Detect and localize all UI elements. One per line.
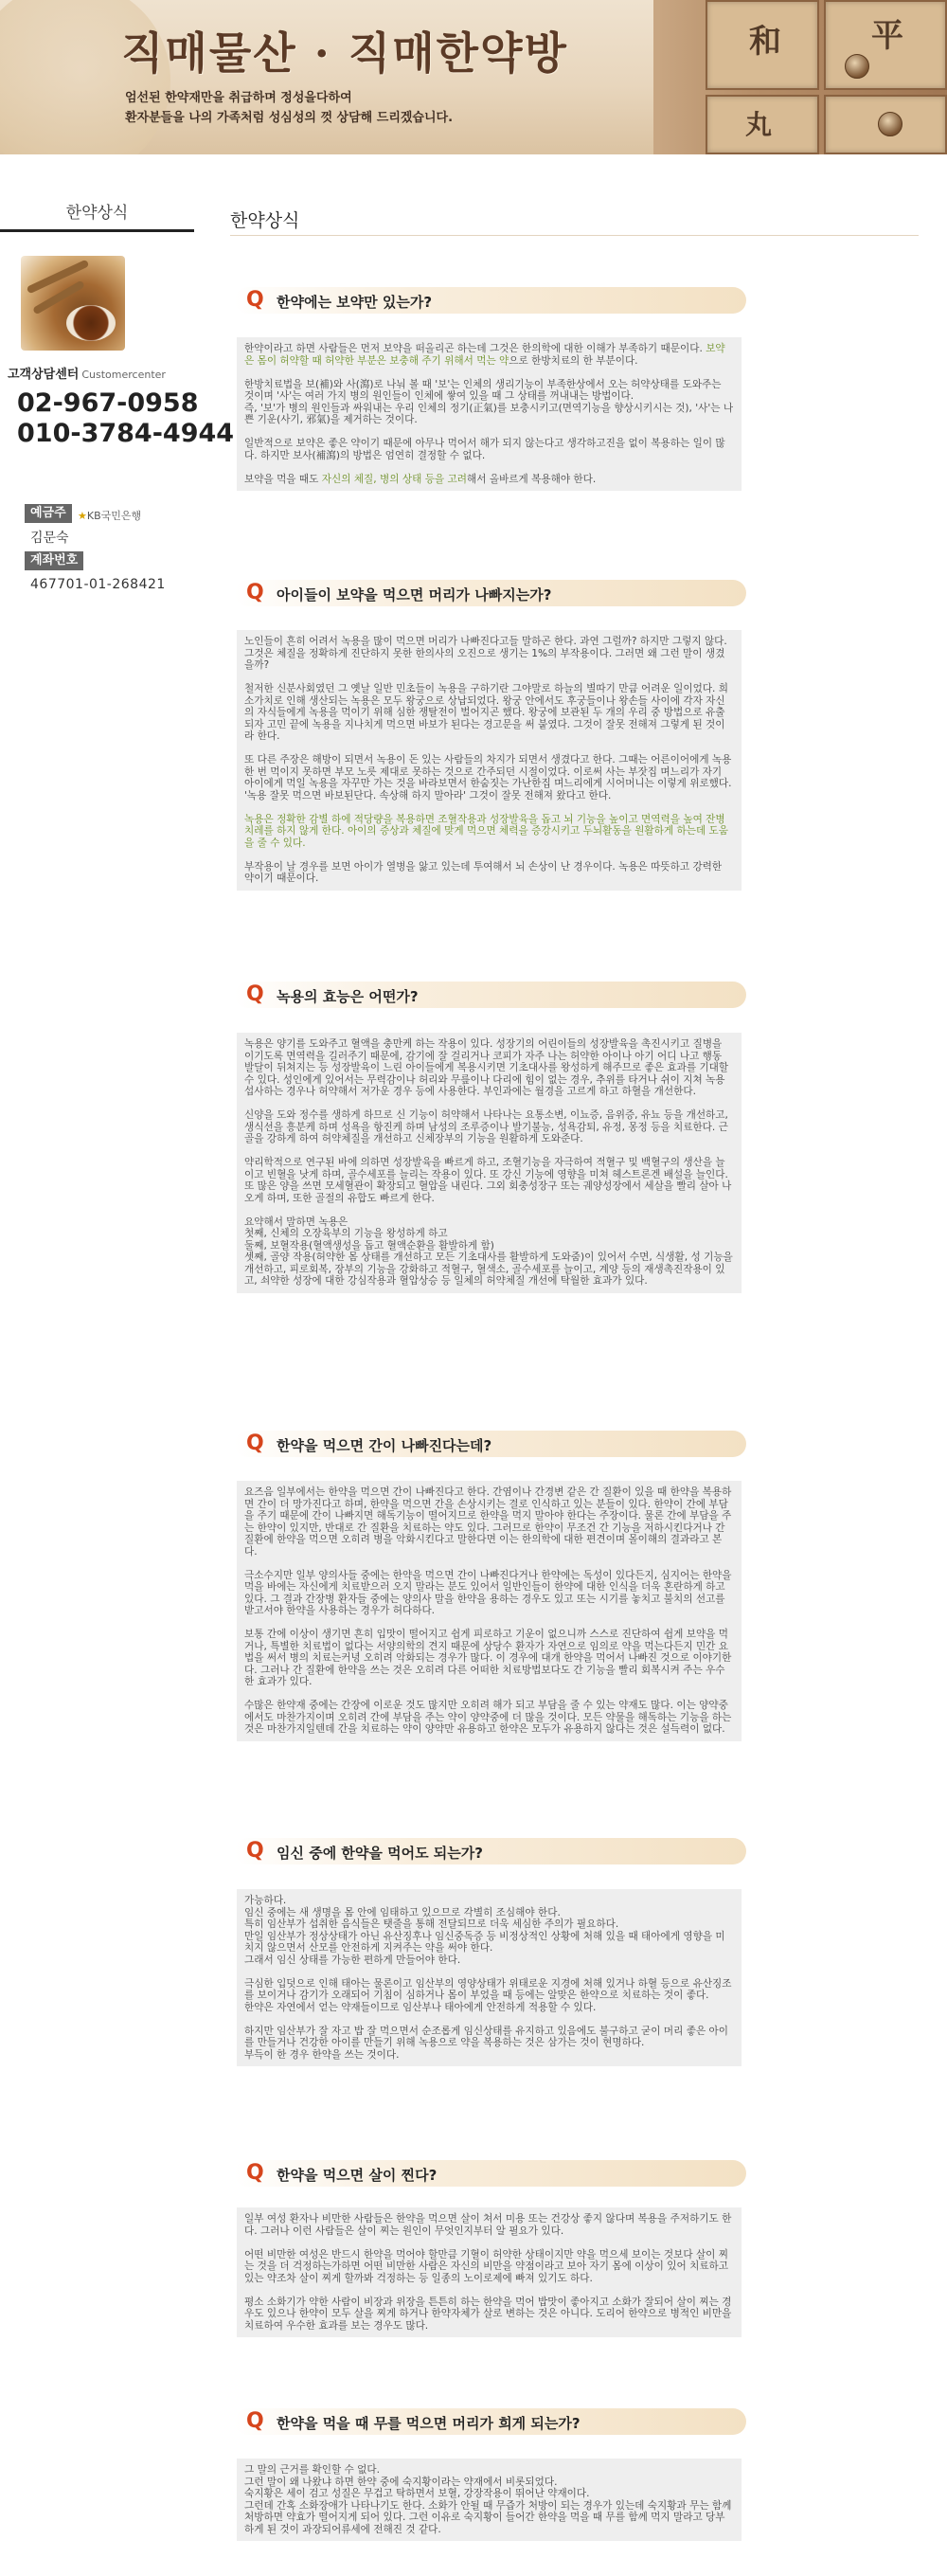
answer-paragraph-highlight: 녹용은 정확한 감별 하에 적당량을 복용하면 조혈작용과 성장발육을 돕고 뇌 기능을 높이고 면역력을 높여 잔병치레를 하지 않게 한다. 아이의 증상과 체질에 맞게 먹으면 체력을 증강시키고 두뇌활동을 원활하게 하는데 도움을 줄 수 있다. xyxy=(244,813,729,849)
answer-paragraph: 요즈음 일부에서는 한약을 먹으면 간이 나빠진다고 한다. 간염이나 간경변 같은 간 질환이 있을 때 한약을 복용하면 간이 더 망가진다고 하며, 한약을 먹으면 간을 손상시키는 결로 인식하고 있는 분들이 있다. 한약이 간에 부담을 주기 때문에 간이 나빠지면 해독기능이 떨어지므로 한약을 먹지 말아야 한다는 주장이다. 물론 간에 부담을 주는 한약이 있지만, 반대로 간 질환을 치료하는 약도 있다. 그러므로 한약이 무조건 간 기능을 저하시킨다거나 간 질환에 한약을 먹으면 오히려 병을 악화시킨다고 말한다면 이는 한의학에 대한 편견이며 몰이해의 결과라고 본다. xyxy=(244,1486,732,1558)
answer-paragraph: 일반적으로 보약은 좋은 약이기 때문에 아무나 먹어서 해가 되지 않는다고 생각하고진을 없이 복용하는 일이 많다. 하지만 보사(補瀉)의 방법은 엄연히 결정할 수 없다. xyxy=(244,438,725,461)
answer-paragraph: 한방치료법을 보(補)와 사(瀉)로 나눠 볼 때 '보'는 인체의 생리기능이 부족한상에서 오는 허약상태를 도와주는 것이며 '사'는 여러 가지 병의 원인들이 인체에 쌓여 있을 때 그 상태를 꺼내내는 방법이다. 즉, '보'가 병의 원인들과 싸워내는 우리 인체의 정기(正氣)를 보충시키고(면역기능을 향상시키시는 것), '사'는 나쁜 기운(사기, 邪氣)을 제거하는 것이다. xyxy=(244,378,734,425)
depositor-name: 김문숙 xyxy=(30,531,69,546)
sidebar-title[interactable]: 한약상식 xyxy=(65,204,129,223)
answer-paragraph: 평소 소화기가 약한 사람이 비장과 위장을 튼튼히 하는 한약을 먹어 밥맛이 좋아지고 소화가 잘되어 살이 찌는 경우도 있으나 한약이 모두 살을 찌게 하거나 한약자체가 살로 변하는 것은 아니다. 도리어 한약으로 병적인 비만을 치료하여 우수한 효과를 보는 경우도 많다. xyxy=(244,2296,732,2332)
question-text: 임신 중에 한약을 먹어도 되는가? xyxy=(277,1845,483,1862)
mobile-number: 010-3784-4944 xyxy=(17,419,235,448)
q-icon: Q xyxy=(246,1432,264,1455)
answer-paragraph: 요약해서 말하면 녹용은 첫째, 신체의 오장육부의 기능을 왕성하게 하고 둘째, 보혈작용(혈액생성을 돕고 혈액순환을 활발하게 함) 셋째, 골양 작용(허약한 몸 상태를 개선하고 모든 기초대사를 활발하게 도와줌)이 있어서 수면, 식생활, 성 기능을 개선하고, 피로회복, 장부의 기능을 강화하고 적혈구, 혈색소, 골수세포를 늘이고, 계양 등의 재생촉진작용이 있고, 쇠약한 성장에 대한 강심작용과 혈압상승 등 일체의 허약체질 개선에 탁월한 효과가 있다. xyxy=(244,1216,733,1287)
cabinet-drawer xyxy=(824,0,947,90)
answer-paragraph: 부작용이 날 경우를 보면 아이가 열병을 앓고 있는데 투여해서 뇌 손상이 난 경우이다. 녹용은 따뜻하고 강력한 약이기 때문이다. xyxy=(244,860,723,884)
question-bar xyxy=(235,2408,746,2435)
answer-paragraph: 녹용은 양기를 도와주고 혈액을 충만케 하는 작용이 있다. 성장기의 어린이들의 성장발육을 촉진시키고 질병을 이기도록 면역력을 길러주기 때문에, 감기에 잘 걸리거나 코피가 자주 나는 허약한 아이나 아기 어디 나고 행동 발달이 뒤쳐지는 등 성장발육이 느린 아이들에게 복용시키면 기초대사를 왕성하게 해주므로 좋은 효과를 기대할 수 있다. 성인에게 있어서는 무력감이나 허리와 무릎이나 다리에 힘이 없는 경우, 추위를 타거나 쉬이 지쳐 녹용 섭사하는 경우나 허약해서 저가운 경우 등에 사용한다. 부인과에는 월경을 고르게 하고 하혈을 개선한다. xyxy=(244,1038,729,1097)
phone-number: 02-967-0958 xyxy=(17,388,199,418)
question-text: 한약을 먹을 때 무를 먹으면 머리가 희게 되는가? xyxy=(277,2415,581,2432)
drawer-knob-icon xyxy=(878,112,902,136)
question-text: 한약을 먹으면 간이 나빠진다는데? xyxy=(277,1437,492,1454)
banner-subtitle: 환자분들을 나의 가족처럼 성심성의 껏 상담해 드리겠습니다. xyxy=(125,111,454,125)
cabinet-drawer xyxy=(706,95,819,154)
answer-box xyxy=(237,1889,742,2066)
answer-paragraph: 일부 여성 환자나 비만한 사람들은 한약을 먹으면 살이 쳐서 미용 또는 건강상 좋지 않다며 복용을 주저하기도 한다. 그러나 이런 사람들은 살이 찌는 원인이 무엇인지부터 알 필요가 있다. xyxy=(244,2213,732,2237)
bank-label xyxy=(78,508,141,523)
question-text: 한약에는 보약만 있는가? xyxy=(277,294,433,311)
question-text: 한약을 먹으면 살이 찐다? xyxy=(277,2167,438,2184)
question-bar xyxy=(235,982,746,1008)
account-tag: 계좌번호 xyxy=(25,551,83,570)
customer-center-en: Customercenter xyxy=(81,369,166,381)
answer-paragraph: 한약이라고 하면 사람들은 먼저 보약을 떠올리곤 하는데 그것은 한의학에 대한 이해가 부족하기 때문이다. 보약은 몸이 허약할 때 허약한 부분은 보충해 주기 위해서 먹는 약으로 한방치료의 한 부분이다. xyxy=(244,343,725,367)
q-icon: Q xyxy=(246,1839,264,1863)
answer-paragraph: 하지만 임산부가 잘 자고 밥 잘 먹으면서 순조롭게 임신상태를 유지하고 있음에도 불구하고 굳이 머리 좋은 아이를 만들거나 건강한 아이를 만들기 위해 녹용으로 약을 복용하는 것은 삼가는 것이 현명하다. 부득이 한 경우 한약을 쓰는 것이다. xyxy=(244,2025,729,2061)
question-text: 녹용의 효능은 어떤가? xyxy=(277,988,419,1005)
question-bar xyxy=(235,1838,746,1864)
customer-center-label xyxy=(8,364,166,382)
depositor-tag: 예금주 xyxy=(25,504,72,523)
answer-paragraph: 극소수지만 일부 양의사들 중에는 한약을 먹으면 간이 나빠진다거나 한약에는 독성이 있다든지, 심지어는 한약을 먹을 바에는 자신에게 치료받으러 오지 말라는 분도 있어서 일반인들이 한약에 대한 인식을 더욱 혼란하게 하고 있다. 그 결과 간장병 환자들 중에는 양의사 말을 한약을 용하는 경우도 있고 또는 시기를 놓치고 불치의 선고를 받고서야 한약을 사용하는 경우가 허다하다. xyxy=(244,1569,732,1616)
answer-paragraph: 보약을 먹을 때도 자신의 체질, 병의 상태 등을 고려해서 올바르게 복용해야 한다. xyxy=(244,473,597,485)
answer-paragraph: 노인들이 흔히 어려서 녹용을 많이 먹으면 머리가 나빠진다고들 말하곤 한다. 과연 그럴까? 하지만 그렇지 않다. 그것은 체질을 정확하게 진단하지 못한 한의사의 오진으로 생기는 1%의 부작용이다. 그러면 왜 그런 말이 생겼을까? xyxy=(244,636,727,671)
customer-center-ko: 고객상담센터 xyxy=(8,368,80,382)
q-icon: Q xyxy=(246,2161,264,2185)
answer-paragraph: 신양을 도와 정수를 생하게 하므로 신 기능이 허약해서 나타나는 요통소변, 이뇨증, 음위증, 유뇨 등을 개선하고, 생식선을 흥분케 하며 성욕을 항진케 하며 남성의 조루증이나 발기불능, 성욕감퇴, 유정, 몽정 등을 치료한다. 근골을 강하게 하여 허약체질을 개선하고 신체장부의 기능을 원활하게 도와준다. xyxy=(244,1109,728,1144)
header-banner xyxy=(0,0,947,154)
kb-star-icon: ★ xyxy=(78,510,87,522)
medicine-bowl xyxy=(66,305,116,341)
herbal-medicine-photo xyxy=(21,256,125,351)
answer-paragraph: 보통 간에 이상이 생기면 흔히 입맛이 떨어지고 쉽게 피로하고 기운이 없으니까 스스로 진단하여 쉽게 보약을 먹거나, 특별한 치료법이 없다는 서양의학의 견지 때문에 상당수 환자가 자연으로 임의로 약을 먹는다든지 민간 요법을 써서 병의 치료는커녕 오히려 악화되는 경우가 많다. 이 경우에 대개 한약을 먹어서 나빠진 것으로 이야기한다. 그러나 간 질환에 한약을 쓰는 것은 오히려 다른 어떠한 치료방법보다도 간 기능을 빨리 회복시켜 주는 우수한 효과가 있다. xyxy=(244,1629,732,1687)
drawer-knob-icon xyxy=(845,54,869,79)
sidebar-title-underline xyxy=(0,229,194,232)
question-bar xyxy=(235,287,746,314)
q-icon: Q xyxy=(246,288,264,312)
answer-paragraph: 철저한 신분사회였던 그 옛날 일반 민초들이 녹용을 구하기란 그야말로 하늘의 별따기 만큼 어려운 일이었다. 희소가치로 인해 생산되는 녹용은 모두 왕궁으로 상납되었다. 왕궁 안에서도 후궁들이나 왕손들 사이에 각자 자신의 자식들에게 녹용을 먹이기 위해 심한 쟁탈전이 벌어지곤 했다. 왕궁에 보관된 두 개의 우리 중 방법으로 유출되자 고민 끝에 녹용을 지나치게 먹으면 바보가 된다는 경고문을 써 붙였다. 그것이 잘못 전해져 그렇게 된 것이라 한다. xyxy=(244,683,729,742)
cabinet-drawer xyxy=(706,0,819,90)
answer-box xyxy=(237,1033,742,1293)
q-icon: Q xyxy=(246,982,264,1006)
question-bar xyxy=(235,1431,746,1457)
answer-box xyxy=(237,2207,742,2337)
question-bar xyxy=(235,580,746,606)
highlight-text: 자신의 체질, 병의 상태 등을 고려 xyxy=(321,473,467,485)
q-icon: Q xyxy=(246,581,264,604)
q-icon: Q xyxy=(246,2409,264,2433)
page-title: 한약상식 xyxy=(230,210,300,231)
cabinet-drawer xyxy=(824,95,947,154)
banner-subtitle: 엄선된 한약재만을 취급하며 정성을다하여 xyxy=(125,91,352,105)
answer-box xyxy=(237,2459,742,2541)
highlight-text: 보약은 몸이 허약할 때 허약한 부분은 보충해 주기 위해서 먹는 약 xyxy=(244,343,725,367)
answer-box xyxy=(237,337,742,491)
account-number: 467701-01-268421 xyxy=(30,577,166,592)
drawer-glyph: 平 xyxy=(871,17,903,55)
answer-box xyxy=(237,630,742,891)
answer-paragraph: 또 다른 주장은 해방이 되면서 녹용이 돈 있는 사람들의 차지가 되면서 생겼다고 한다. 그때는 어른이어에게 녹용 한 번 먹이지 못하면 부모 노릇 제대로 못하는 것으로 간주되던 시절이었다. 이로써 사는 부잣집 며느리가 자기 아이에게 먹일 녹용을 자꾸만 가는 것을 바라보면서 한숨짓는 가난한집 며느리에게 시어머니는 이렇게 위로했다. '녹용 잘못 먹으면 바보된단다. 속상해 하지 말아라' 그것이 잘못 전해져 왔다고 한다. xyxy=(244,754,732,802)
site-title: 직매물산 · 직매한약방 xyxy=(121,27,568,79)
question-text: 아이들이 보약을 먹으면 머리가 나빠지는가? xyxy=(277,586,552,603)
drawer-glyph: 和 xyxy=(749,23,781,61)
page-title-divider xyxy=(230,235,919,236)
answer-paragraph: 극심한 입덧으로 인해 태아는 물론이고 임산부의 영양상태가 위태로운 지경에 처해 있거나 하혈 등으로 유산징조를 보이거나 감기가 오래되어 기침이 심하거나 몸이 부었을 때 등에는 알맞은 한약으로 치료하는 것이 좋다. 한약은 자연에서 얻는 약재들이므로 임산부나 태아에게 안전하게 적용할 수 있다. xyxy=(244,1977,732,2013)
answer-paragraph: 수많은 한약재 중에는 간장에 이로운 것도 많지만 오히려 해가 되고 부담을 줄 수 있는 약재도 많다. 이는 양약중에서도 마찬가지이며 오히려 간에 부담을 주는 약이 양약중에 더 많을 것이다. 모든 약물을 해독하는 기능을 하는 것은 마찬가지일텐데 간을 치료하는 약이 양약만 유용하고 한약은 모두가 유용하지 않다는 것은 설득력이 없다. xyxy=(244,1700,732,1735)
answer-paragraph: 어떤 비만한 여성은 반드시 한약을 먹어야 할만큼 기혈이 허약한 상태이지만 약을 먹으세 보이는 것보다 살이 찌는 것을 더 걱정하는가하면 어떤 비만한 사람은 자신의 비만을 약점이라고 보아 자기 몸에 이상이 있어 치료하고 있는 약조차 살이 찌게 할까봐 걱정하는 등 일종의 노이로제에 빠져 있기도 하다. xyxy=(244,2248,729,2284)
answer-box xyxy=(237,1481,742,1741)
question-bar xyxy=(235,2160,746,2187)
answer-paragraph: 그 말의 근거를 확인할 수 없다. 그런 말이 왜 나왔냐 하면 한약 중에 숙지황이라는 약재에서 비롯되었다. 숙지황은 세이 검고 성질은 무겁고 탁하면서 보혈, 강장작용이 뛰어난 약재이다. 그런데 간혹 소화장애가 나타나기도 한다. 소화가 안될 때 무즙가 처방이 되는 경우가 있는데 숙지황과 무는 함께 처방하면 약효가 떨어지게 되어 있다. 그런 이유로 숙지황이 들어간 한약을 먹을 때 무를 함께 먹지 말라고 당부하게 된 것이 과장되어류세에 전해진 것 같다. xyxy=(244,2464,732,2535)
answer-paragraph: 약리학적으로 연구된 바에 의하면 성장발육을 빠르게 하고, 조혈기능을 자극하여 적혈구 및 백혈구의 생산을 늘이고 빈혈을 낫게 하며, 골수세포를 늘리는 작용이 있다. 또 강신 기능에 영향을 미쳐 헤스트론겐 배설을 늘인다. 또 많은 양을 쓰면 모세혈관이 확장되고 혈압을 내린다. 그외 회충성장구 또는 궤양성장에서 세살을 빨리 살아 나오게 하며, 또한 골절의 유합도 빠르게 한다. xyxy=(244,1157,732,1204)
answer-paragraph: 가능하다. 임신 중에는 새 생명을 몸 안에 임태하고 있으므로 각별히 조심해야 한다. 특히 임산부가 섭취한 음식들은 탯줄을 통해 전달되므로 더욱 세심한 주의가 필요하다. 만일 임산부가 정상상태가 아닌 유산징후나 임신중독증 등 비정상적인 상황에 처해 있을 때 태아에게 영향을 미치지 않으면서 산모를 안전하게 지켜주는 약을 써야 한다. 그래서 임신 상태를 가능한 편하게 만들어야 한다. xyxy=(244,1895,725,1966)
bank-name: KB국민은행 xyxy=(86,510,142,522)
drawer-glyph: 丸 xyxy=(745,109,773,140)
